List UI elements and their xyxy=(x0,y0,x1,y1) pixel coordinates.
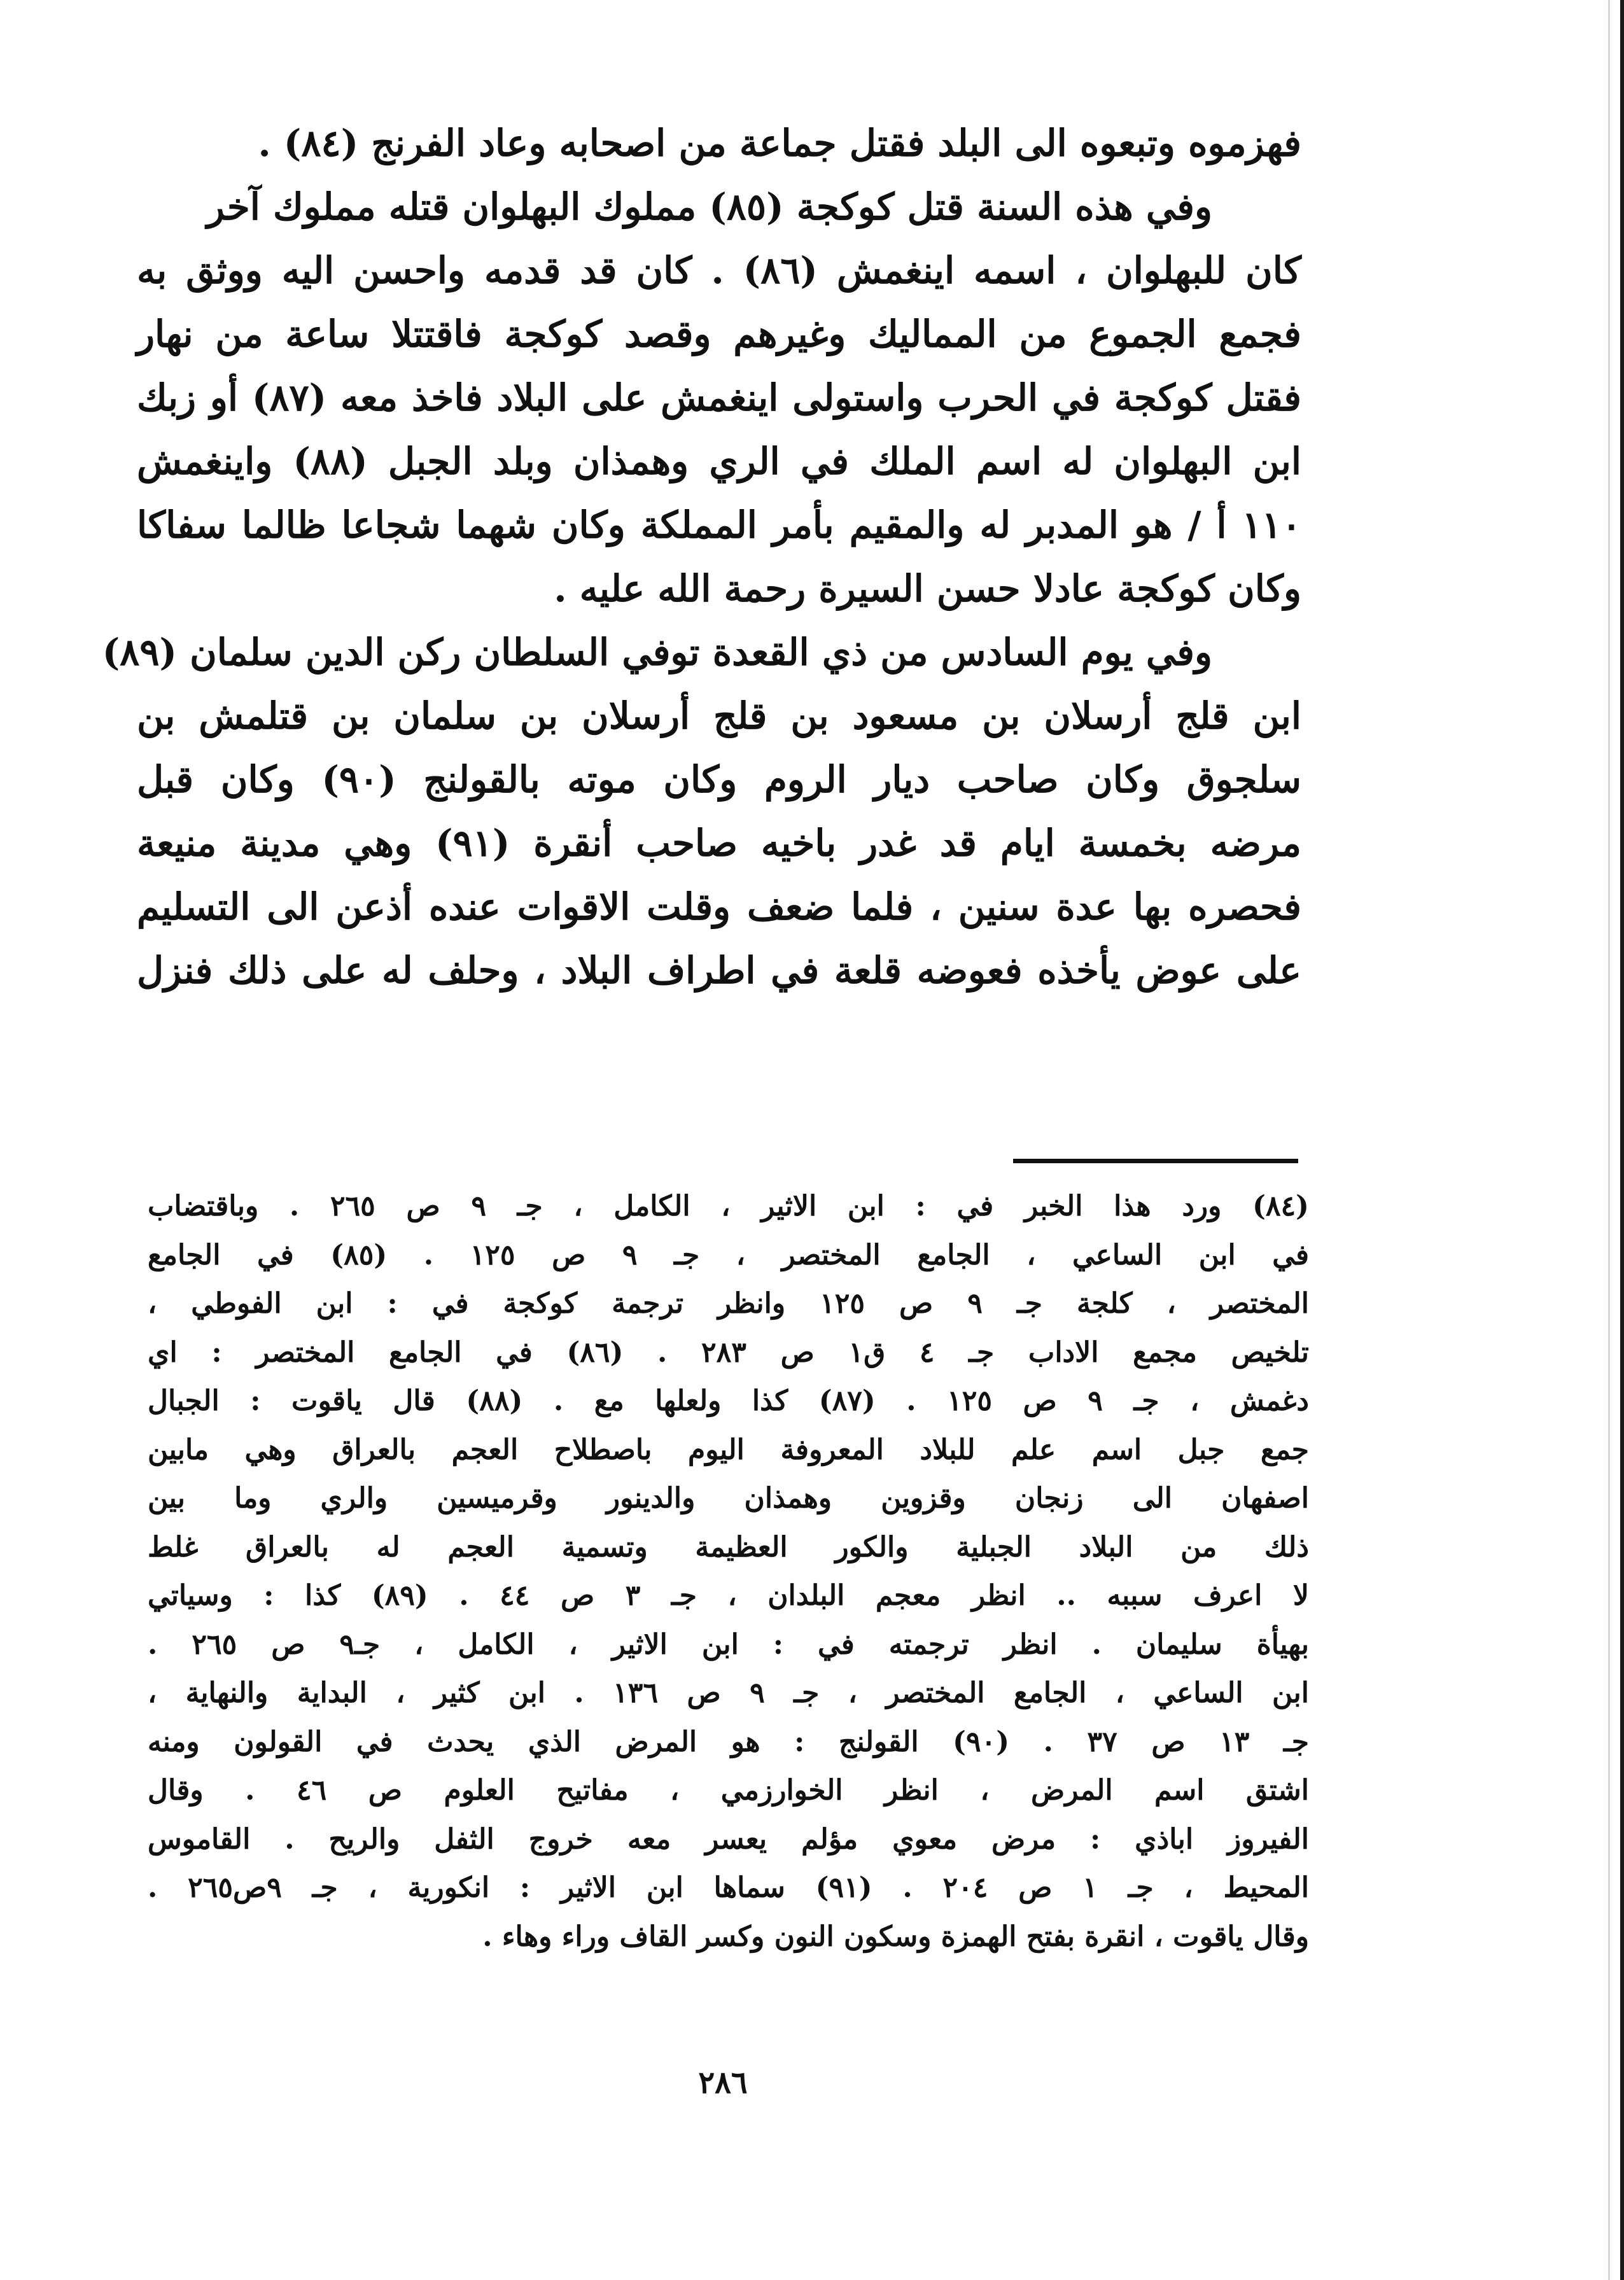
footnote-line: المحيط ، جـ ١ ص ٢٠٤ . (٩١) سماها ابن الاثير : انكورية ، جـ ٩ص٢٦٥ . xyxy=(148,1871,1309,1904)
footnote-line: بهيأة سليمان . انظر ترجمته في : ابن الاثير ، الكامل ، جـ٩ ص ٢٦٥ . xyxy=(148,1628,1309,1661)
footnote-line: تلخيص مجمع الاداب جـ ٤ ق١ ص ٢٨٣ . (٨٦) في الجامع المختصر : اي xyxy=(148,1336,1309,1369)
body-line: كان للبهلوان ، اسمه اينغمش (٨٦) . كان قد قدمه واحسن اليه ووثق به xyxy=(137,249,1301,292)
footnote-line: جـ ١٣ ص ٣٧ . (٩٠) القولنج : هو المرض الذي يحدث في القولون ومنه xyxy=(148,1725,1309,1758)
body-line: وفي يوم السادس من ذي القعدة توفي السلطان ركن الدين سلمان (٨٩) xyxy=(102,631,1212,674)
footnotes-block xyxy=(148,1182,1309,1961)
body-line: وفي هذه السنة قتل كوكجة (٨٥) مملوك البهلوان قتله مملوك آخر xyxy=(206,185,1212,228)
footnote-line: (٨٤) ورد هذا الخبر في : ابن الاثير ، الكامل ، جـ ٩ ص ٢٦٥ . وباقتضاب xyxy=(148,1190,1309,1222)
body-line: ١١٠ أ / هو المدبر له والمقيم بأمر المملكة وكان شهما شجاعا ظالما سفاكا xyxy=(137,503,1301,547)
body-line: فهزموه وتبعوه الى البلد فقتل جماعة من اصحابه وعاد الفرنج (٨٤) . xyxy=(258,122,1301,165)
page-edge-line xyxy=(1608,0,1610,2280)
footnote-line: المختصر ، كلجة جـ ٩ ص ١٢٥ وانظر ترجمة كوكجة في : ابن الفوطي ، xyxy=(148,1287,1309,1320)
footnote-line: الفيروز اباذي : مرض معوي مؤلم يعسر معه خروج الثفل والريح . القاموس xyxy=(148,1822,1309,1856)
footnote-line: في ابن الساعي ، الجامع المختصر ، جـ ٩ ص ١٢٥ . (٨٥) في الجامع xyxy=(148,1238,1309,1271)
main-text-block xyxy=(102,111,1302,1002)
footnote-separator xyxy=(1013,1159,1298,1163)
page-edge-shadow xyxy=(1620,0,1624,2280)
body-line: وكان كوكجة عادلا حسن السيرة رحمة الله عليه . xyxy=(554,567,1301,610)
footnote-line: اصفهان الى زنجان وقزوين وهمذان والدينور وقرميسين والري وما بين xyxy=(148,1482,1310,1514)
page-number: ٢٨٦ xyxy=(698,2065,748,2101)
footnote-line: لا اعرف سببه .. انظر معجم البلدان ، جـ ٣ ص ٤٤ . (٨٩) كذا : وسياتي xyxy=(148,1579,1309,1612)
footnote-line: دغمش ، جـ ٩ ص ١٢٥ . (٨٧) كذا ولعلها مع . (٨٨) قال ياقوت : الجبال xyxy=(148,1385,1309,1417)
body-line: فجمع الجموع من المماليك وغيرهم وقصد كوكجة فاقتتلا ساعة من نهار xyxy=(137,312,1301,356)
footnote-line: ذلك من البلاد الجبلية والكور العظيمة وتسمية العجم له بالعراق غلط xyxy=(148,1530,1309,1563)
body-line: على عوض يأخذه فعوضه قلعة في اطراف البلاد ، وحلف له على ذلك فنزل xyxy=(137,949,1301,992)
footnote-line: ابن الساعي ، الجامع المختصر ، جـ ٩ ص ١٣٦ . ابن كثير ، البداية والنهاية ، xyxy=(148,1677,1309,1709)
footnote-line: وقال ياقوت ، انقرة بفتح الهمزة وسكون النون وكسر القاف وراء وهاء . xyxy=(482,1920,1309,1953)
body-line: مرضه بخمسة ايام قد غدر باخيه صاحب أنقرة (٩١) وهي مدينة منيعة xyxy=(137,822,1301,865)
body-line: ابن قلج أرسلان بن مسعود بن قلج أرسلان بن سلمان بن قتلمش بن xyxy=(137,694,1301,738)
body-line: ابن البهلوان له اسم الملك في الري وهمذان وبلد الجبل (٨٨) واينغمش xyxy=(137,440,1301,483)
footnote-line: اشتق اسم المرض ، انظر الخوارزمي ، مفاتيح العلوم ص ٤٦ . وقال xyxy=(148,1774,1309,1807)
body-line: فقتل كوكجة في الحرب واستولى اينغمش على البلاد فاخذ معه (٨٧) أو زبك xyxy=(137,376,1302,419)
body-line: سلجوق وكان صاحب ديار الروم وكان موته بالقولنج (٩٠) وكان قبل xyxy=(137,758,1301,801)
body-line: فحصره بها عدة سنين ، فلما ضعف وقلت الاقوات عنده أذعن الى التسليم xyxy=(137,885,1301,928)
footnote-line: جمع جبل اسم علم للبلاد المعروفة اليوم باصطلاح العجم بالعراق وهي مابين xyxy=(148,1433,1309,1466)
